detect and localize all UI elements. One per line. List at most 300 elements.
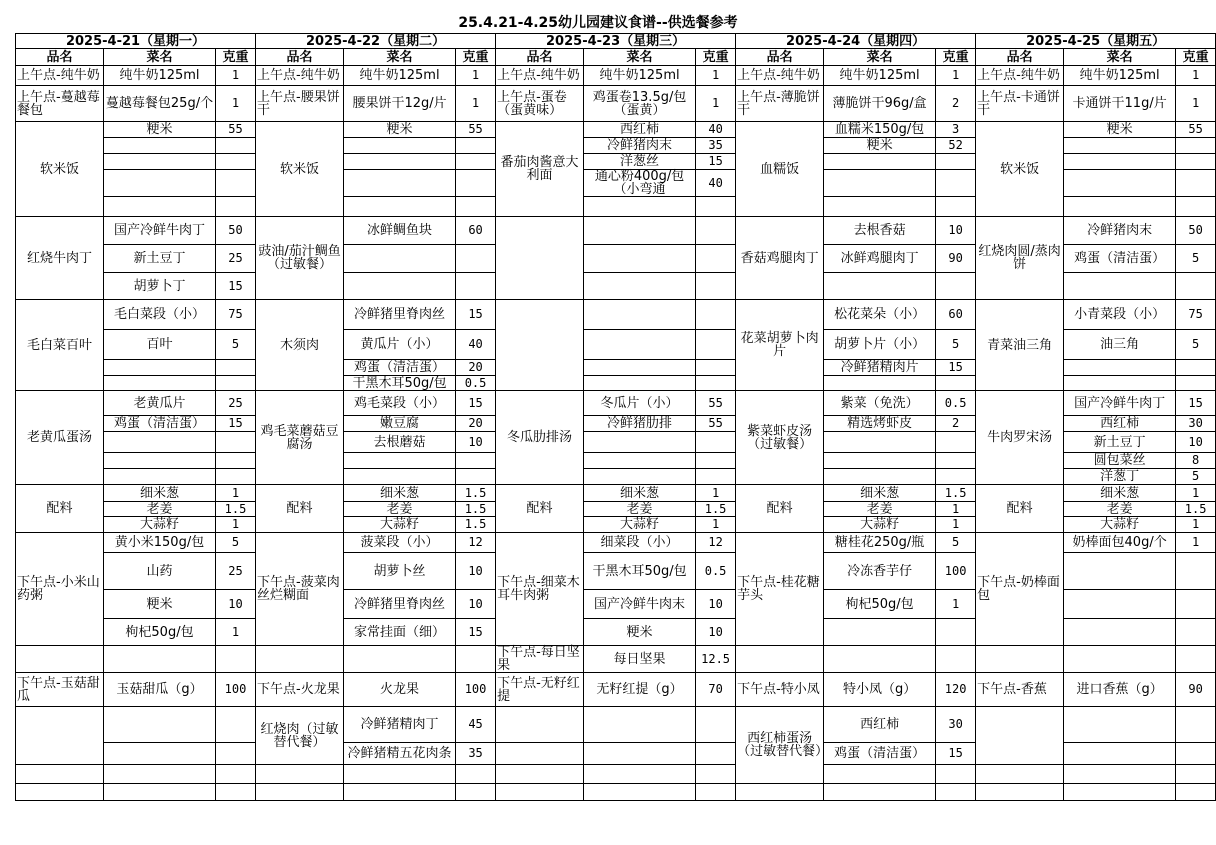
col-header-grams: 克重 xyxy=(456,49,496,66)
grams-cell xyxy=(216,707,256,743)
ingredient-cell: 鸡蛋（清洁蛋） xyxy=(104,416,216,432)
dish-name-cell: 上午点-蛋卷（蛋黄味） xyxy=(496,86,584,122)
ingredient-cell: 洋葱丝 xyxy=(584,154,696,170)
grams-cell: 90 xyxy=(936,245,976,273)
dish-name-cell: 配料 xyxy=(256,485,344,533)
ingredient-cell xyxy=(344,154,456,170)
grams-cell xyxy=(696,273,736,300)
ingredient-cell xyxy=(584,376,696,391)
grams-cell: 10 xyxy=(936,217,976,245)
ingredient-cell: 百叶 xyxy=(104,330,216,360)
grams-cell: 25 xyxy=(216,245,256,273)
grams-cell xyxy=(216,453,256,469)
ingredient-cell xyxy=(344,197,456,217)
grams-cell xyxy=(936,453,976,469)
table-row xyxy=(16,391,1216,416)
dish-name-cell: 配料 xyxy=(16,485,104,533)
table-row xyxy=(16,86,1216,122)
ingredient-cell xyxy=(584,300,696,330)
grams-cell xyxy=(456,646,496,673)
grams-cell xyxy=(456,245,496,273)
ingredient-cell: 黄小米150g/包 xyxy=(104,533,216,553)
ingredient-cell xyxy=(104,154,216,170)
dish-name-cell xyxy=(736,646,824,673)
grams-cell xyxy=(456,453,496,469)
grams-cell: 0.5 xyxy=(696,553,736,590)
ingredient-cell: 冷鲜猪精五花肉条 xyxy=(344,743,456,765)
ingredient-cell xyxy=(1064,619,1176,646)
grams-cell: 12 xyxy=(456,533,496,553)
ingredient-cell: 细米葱 xyxy=(1064,485,1176,502)
ingredient-cell: 火龙果 xyxy=(344,673,456,707)
ingredient-cell: 纯牛奶125ml xyxy=(824,66,936,86)
grams-cell xyxy=(1176,273,1216,300)
ingredient-cell: 干黑木耳50g/包 xyxy=(584,553,696,590)
dish-name-cell: 上午点-蔓越莓餐包 xyxy=(16,86,104,122)
dish-name-cell: 软米饭 xyxy=(256,122,344,217)
grams-cell xyxy=(456,154,496,170)
ingredient-cell: 紫菜（免洗） xyxy=(824,391,936,416)
grams-cell: 50 xyxy=(216,217,256,245)
grams-cell xyxy=(696,300,736,330)
grams-cell xyxy=(936,784,976,801)
col-header-dish: 品名 xyxy=(736,49,824,66)
dish-name-cell: 香菇鸡腿肉丁 xyxy=(736,217,824,300)
grams-cell: 1 xyxy=(1176,86,1216,122)
ingredient-cell: 粳米 xyxy=(1064,122,1176,138)
grams-cell xyxy=(216,197,256,217)
ingredient-cell xyxy=(104,197,216,217)
ingredient-cell xyxy=(584,330,696,360)
grams-cell: 0.5 xyxy=(936,391,976,416)
grams-cell xyxy=(216,138,256,154)
ingredient-cell: 细米葱 xyxy=(824,485,936,502)
grams-cell: 15 xyxy=(456,619,496,646)
grams-cell: 3 xyxy=(936,122,976,138)
grams-cell xyxy=(696,453,736,469)
table-row xyxy=(16,784,1216,801)
ingredient-cell: 山药 xyxy=(104,553,216,590)
ingredient-cell: 圆包菜丝 xyxy=(1064,453,1176,469)
grams-cell: 60 xyxy=(936,300,976,330)
grams-cell xyxy=(696,376,736,391)
grams-cell xyxy=(216,432,256,453)
ingredient-cell: 去根蘑菇 xyxy=(344,432,456,453)
grams-cell xyxy=(936,619,976,646)
grams-cell: 30 xyxy=(1176,416,1216,432)
ingredient-cell: 胡萝卜片（小） xyxy=(824,330,936,360)
ingredient-cell: 松花菜朵（小） xyxy=(824,300,936,330)
dish-name-cell: 配料 xyxy=(976,485,1064,533)
ingredient-cell: 纯牛奶125ml xyxy=(104,66,216,86)
ingredient-cell xyxy=(824,619,936,646)
ingredient-cell: 去根香菇 xyxy=(824,217,936,245)
grams-cell: 5 xyxy=(1176,245,1216,273)
ingredient-cell: 鸡蛋（清洁蛋） xyxy=(1064,245,1176,273)
grams-cell: 5 xyxy=(216,330,256,360)
grams-cell: 1 xyxy=(1176,66,1216,86)
col-header-ingredient: 菜名 xyxy=(344,49,456,66)
ingredient-cell xyxy=(1064,273,1176,300)
ingredient-cell: 每日坚果 xyxy=(584,646,696,673)
grams-cell: 1 xyxy=(456,66,496,86)
dish-name-cell: 紫菜虾皮汤（过敏餐） xyxy=(736,391,824,485)
ingredient-cell: 大蒜籽 xyxy=(344,517,456,533)
grams-cell: 55 xyxy=(216,122,256,138)
grams-cell xyxy=(936,376,976,391)
ingredient-cell: 薄脆饼干96g/盒 xyxy=(824,86,936,122)
ingredient-cell: 国产冷鲜牛肉丁 xyxy=(104,217,216,245)
grams-cell: 12 xyxy=(696,533,736,553)
ingredient-cell: 老黄瓜片 xyxy=(104,391,216,416)
grams-cell: 10 xyxy=(456,553,496,590)
dish-name-cell: 冬瓜肋排汤 xyxy=(496,391,584,485)
grams-cell xyxy=(1176,553,1216,590)
ingredient-cell: 鸡蛋（清洁蛋） xyxy=(824,743,936,765)
ingredient-cell xyxy=(1064,553,1176,590)
grams-cell: 1 xyxy=(216,619,256,646)
ingredient-cell xyxy=(344,245,456,273)
grams-cell xyxy=(696,360,736,376)
ingredient-cell: 鸡蛋卷13.5g/包（蛋黄） xyxy=(584,86,696,122)
dish-name-cell: 牛肉罗宋汤 xyxy=(976,391,1064,485)
table-row xyxy=(16,707,1216,743)
grams-cell xyxy=(1176,765,1216,784)
table-row xyxy=(16,673,1216,707)
table-row xyxy=(16,533,1216,553)
grams-cell: 1 xyxy=(696,86,736,122)
grams-cell: 90 xyxy=(1176,673,1216,707)
grams-cell: 100 xyxy=(216,673,256,707)
grams-cell: 40 xyxy=(696,122,736,138)
dish-name-cell: 下午点-小米山药粥 xyxy=(16,533,104,646)
ingredient-cell: 纯牛奶125ml xyxy=(584,66,696,86)
ingredient-cell: 冰鲜鸡腿肉丁 xyxy=(824,245,936,273)
dish-name-cell: 下午点-每日坚果 xyxy=(496,646,584,673)
ingredient-cell xyxy=(824,197,936,217)
grams-cell xyxy=(456,138,496,154)
ingredient-cell xyxy=(104,432,216,453)
ingredient-cell xyxy=(104,170,216,197)
ingredient-cell: 洋葱丁 xyxy=(1064,469,1176,485)
day-header: 2025-4-24（星期四） xyxy=(736,34,976,49)
ingredient-cell xyxy=(104,707,216,743)
dish-name-cell: 软米饭 xyxy=(16,122,104,217)
grams-cell: 55 xyxy=(1176,122,1216,138)
ingredient-cell xyxy=(584,273,696,300)
day-header: 2025-4-21（星期一） xyxy=(16,34,256,49)
grams-cell: 1 xyxy=(936,517,976,533)
ingredient-cell: 新土豆丁 xyxy=(104,245,216,273)
dish-name-cell xyxy=(976,707,1064,765)
ingredient-cell: 冬瓜片（小） xyxy=(584,391,696,416)
grams-cell: 1.5 xyxy=(216,502,256,517)
ingredient-cell xyxy=(824,154,936,170)
grams-cell xyxy=(936,170,976,197)
ingredient-cell xyxy=(1064,765,1176,784)
ingredient-cell xyxy=(584,707,696,743)
dish-name-cell xyxy=(256,784,344,801)
ingredient-cell: 粳米 xyxy=(584,619,696,646)
table-row xyxy=(16,66,1216,86)
ingredient-cell xyxy=(104,138,216,154)
grams-cell: 15 xyxy=(216,416,256,432)
grams-cell xyxy=(936,765,976,784)
ingredient-cell: 新土豆丁 xyxy=(1064,432,1176,453)
grams-cell: 1 xyxy=(696,485,736,502)
ingredient-cell xyxy=(104,376,216,391)
ingredient-cell: 通心粉400g/包（小弯通 xyxy=(584,170,696,197)
ingredient-cell xyxy=(1064,707,1176,743)
grams-cell: 1 xyxy=(456,86,496,122)
col-header-dish: 品名 xyxy=(496,49,584,66)
grams-cell: 5 xyxy=(1176,469,1216,485)
ingredient-cell: 冷鲜猪里脊肉丝 xyxy=(344,300,456,330)
ingredient-cell: 老姜 xyxy=(824,502,936,517)
grams-cell xyxy=(696,245,736,273)
ingredient-cell: 国产冷鲜牛肉丁 xyxy=(1064,391,1176,416)
dish-name-cell: 毛白菜百叶 xyxy=(16,300,104,391)
grams-cell: 1.5 xyxy=(456,517,496,533)
ingredient-cell xyxy=(104,469,216,485)
ingredient-cell: 精选烤虾皮 xyxy=(824,416,936,432)
grams-cell xyxy=(936,646,976,673)
grams-cell xyxy=(216,376,256,391)
ingredient-cell: 玉菇甜瓜（g） xyxy=(104,673,216,707)
col-header-dish: 品名 xyxy=(256,49,344,66)
grams-cell xyxy=(1176,154,1216,170)
menu-table xyxy=(15,33,1216,801)
ingredient-cell: 冷鲜猪肉末 xyxy=(1064,217,1176,245)
grams-cell xyxy=(1176,707,1216,743)
table-row xyxy=(16,300,1216,330)
ingredient-cell: 粳米 xyxy=(104,590,216,619)
ingredient-cell: 粳米 xyxy=(344,122,456,138)
ingredient-cell xyxy=(824,453,936,469)
ingredient-cell: 冷鲜猪精肉丁 xyxy=(344,707,456,743)
grams-cell xyxy=(456,197,496,217)
grams-cell: 70 xyxy=(696,673,736,707)
grams-cell: 25 xyxy=(216,391,256,416)
ingredient-cell xyxy=(344,784,456,801)
ingredient-cell: 菠菜段（小） xyxy=(344,533,456,553)
ingredient-cell: 无籽红提（g） xyxy=(584,673,696,707)
dish-name-cell: 青菜油三角 xyxy=(976,300,1064,391)
ingredient-cell xyxy=(104,765,216,784)
grams-cell: 10 xyxy=(1176,432,1216,453)
grams-cell xyxy=(1176,360,1216,376)
ingredient-cell xyxy=(1064,197,1176,217)
grams-cell: 1 xyxy=(1176,533,1216,553)
ingredient-cell: 西红柿 xyxy=(824,707,936,743)
dish-name-cell: 下午点-特小凤 xyxy=(736,673,824,707)
dish-name-cell xyxy=(976,765,1064,784)
grams-cell xyxy=(1176,590,1216,619)
col-header-dish: 品名 xyxy=(976,49,1064,66)
ingredient-cell xyxy=(344,170,456,197)
grams-cell xyxy=(696,743,736,765)
ingredient-cell xyxy=(344,469,456,485)
ingredient-cell: 大蒜籽 xyxy=(824,517,936,533)
dish-name-cell xyxy=(16,784,104,801)
ingredient-cell xyxy=(344,138,456,154)
grams-cell: 50 xyxy=(1176,217,1216,245)
ingredient-cell: 嫩豆腐 xyxy=(344,416,456,432)
ingredient-cell xyxy=(824,765,936,784)
grams-cell xyxy=(1176,784,1216,801)
grams-cell xyxy=(696,784,736,801)
grams-cell: 100 xyxy=(936,553,976,590)
ingredient-cell xyxy=(1064,170,1176,197)
dish-name-cell: 上午点-纯牛奶 xyxy=(736,66,824,86)
grams-cell: 15 xyxy=(456,300,496,330)
ingredient-cell xyxy=(824,376,936,391)
dish-name-cell xyxy=(16,707,104,765)
dish-name-cell xyxy=(976,646,1064,673)
ingredient-cell: 大蒜籽 xyxy=(584,517,696,533)
grams-cell xyxy=(216,469,256,485)
dish-name-cell: 软米饭 xyxy=(976,122,1064,217)
page-title: 25.4.21-4.25幼儿园建议食谱--供选餐参考 xyxy=(458,15,738,31)
day-header: 2025-4-25（星期五） xyxy=(976,34,1216,49)
dish-name-cell: 豉油/茄汁鲷鱼（过敏餐） xyxy=(256,217,344,300)
ingredient-cell xyxy=(584,217,696,245)
grams-cell: 1 xyxy=(936,502,976,517)
dish-name-cell: 下午点-桂花糖芋头 xyxy=(736,533,824,646)
dish-name-cell: 鸡毛菜蘑菇豆腐汤 xyxy=(256,391,344,485)
ingredient-cell: 粳米 xyxy=(824,138,936,154)
ingredient-cell xyxy=(344,273,456,300)
ingredient-cell xyxy=(584,469,696,485)
ingredient-cell xyxy=(584,743,696,765)
grams-cell: 60 xyxy=(456,217,496,245)
grams-cell xyxy=(1176,197,1216,217)
grams-cell xyxy=(696,469,736,485)
grams-cell xyxy=(216,743,256,765)
ingredient-cell: 进口香蕉（g） xyxy=(1064,673,1176,707)
grams-cell xyxy=(1176,376,1216,391)
grams-cell: 100 xyxy=(456,673,496,707)
grams-cell: 20 xyxy=(456,360,496,376)
col-header-grams: 克重 xyxy=(696,49,736,66)
ingredient-cell xyxy=(344,765,456,784)
dish-name-cell: 配料 xyxy=(736,485,824,533)
ingredient-cell xyxy=(824,784,936,801)
ingredient-cell xyxy=(1064,360,1176,376)
grams-cell: 20 xyxy=(456,416,496,432)
ingredient-cell xyxy=(824,646,936,673)
table-row xyxy=(16,646,1216,673)
ingredient-cell: 血糯米150g/包 xyxy=(824,122,936,138)
dish-name-cell: 老黄瓜蛋汤 xyxy=(16,391,104,485)
dish-name-cell: 上午点-纯牛奶 xyxy=(976,66,1064,86)
ingredient-cell: 细米葱 xyxy=(344,485,456,502)
grams-cell: 1 xyxy=(936,66,976,86)
grams-cell xyxy=(456,765,496,784)
grams-cell xyxy=(216,765,256,784)
grams-cell: 2 xyxy=(936,416,976,432)
ingredient-cell xyxy=(104,360,216,376)
ingredient-cell: 油三角 xyxy=(1064,330,1176,360)
ingredient-cell: 粳米 xyxy=(104,122,216,138)
ingredient-cell: 鸡蛋（清洁蛋） xyxy=(344,360,456,376)
grams-cell: 15 xyxy=(216,273,256,300)
ingredient-cell xyxy=(1064,590,1176,619)
ingredient-cell: 纯牛奶125ml xyxy=(1064,66,1176,86)
grams-cell xyxy=(936,273,976,300)
ingredient-cell: 腰果饼干12g/片 xyxy=(344,86,456,122)
grams-cell xyxy=(1176,743,1216,765)
grams-cell: 1 xyxy=(696,66,736,86)
grams-cell: 52 xyxy=(936,138,976,154)
grams-cell xyxy=(936,197,976,217)
grams-cell xyxy=(216,170,256,197)
grams-cell xyxy=(456,170,496,197)
dish-name-cell xyxy=(496,743,584,765)
grams-cell: 40 xyxy=(456,330,496,360)
grams-cell: 1 xyxy=(216,66,256,86)
grams-cell: 55 xyxy=(696,416,736,432)
ingredient-cell xyxy=(1064,138,1176,154)
dish-name-cell xyxy=(16,646,104,673)
dish-name-cell: 下午点-无籽红提 xyxy=(496,673,584,707)
table-row xyxy=(16,217,1216,245)
grams-cell: 75 xyxy=(216,300,256,330)
grams-cell: 1 xyxy=(696,517,736,533)
ingredient-cell xyxy=(1064,154,1176,170)
dish-name-cell: 血糯饭 xyxy=(736,122,824,217)
ingredient-cell: 老姜 xyxy=(1064,502,1176,517)
ingredient-cell: 特小凤（g） xyxy=(824,673,936,707)
ingredient-cell: 细米葱 xyxy=(104,485,216,502)
grams-cell xyxy=(1176,170,1216,197)
ingredient-cell: 枸杞50g/包 xyxy=(824,590,936,619)
dish-name-cell xyxy=(16,765,104,784)
col-header-ingredient: 菜名 xyxy=(1064,49,1176,66)
grams-cell: 1 xyxy=(1176,517,1216,533)
ingredient-cell: 干黑木耳50g/包 xyxy=(344,376,456,391)
table-row xyxy=(16,122,1216,138)
table-row xyxy=(16,765,1216,784)
dish-name-cell: 下午点-细菜木耳牛肉粥 xyxy=(496,533,584,646)
ingredient-cell: 纯牛奶125ml xyxy=(344,66,456,86)
dish-name-cell xyxy=(496,784,584,801)
grams-cell xyxy=(216,646,256,673)
grams-cell: 120 xyxy=(936,673,976,707)
grams-cell: 5 xyxy=(216,533,256,553)
ingredient-cell: 老姜 xyxy=(104,502,216,517)
dish-name-cell: 上午点-腰果饼干 xyxy=(256,86,344,122)
dish-name-cell: 花菜胡萝卜肉片 xyxy=(736,300,824,391)
col-header-grams: 克重 xyxy=(936,49,976,66)
col-header-dish: 品名 xyxy=(16,49,104,66)
grams-cell: 1.5 xyxy=(696,502,736,517)
ingredient-cell: 西红柿 xyxy=(1064,416,1176,432)
grams-cell: 12.5 xyxy=(696,646,736,673)
dish-name-cell xyxy=(496,300,584,391)
col-header-ingredient: 菜名 xyxy=(584,49,696,66)
ingredient-cell xyxy=(584,765,696,784)
grams-cell: 0.5 xyxy=(456,376,496,391)
dish-name-cell: 下午点-菠菜肉丝烂糊面 xyxy=(256,533,344,646)
grams-cell xyxy=(696,432,736,453)
ingredient-cell xyxy=(584,197,696,217)
grams-cell xyxy=(456,469,496,485)
grams-cell: 5 xyxy=(936,330,976,360)
grams-cell: 5 xyxy=(936,533,976,553)
grams-cell xyxy=(1176,619,1216,646)
ingredient-cell: 冷鲜猪肋排 xyxy=(584,416,696,432)
